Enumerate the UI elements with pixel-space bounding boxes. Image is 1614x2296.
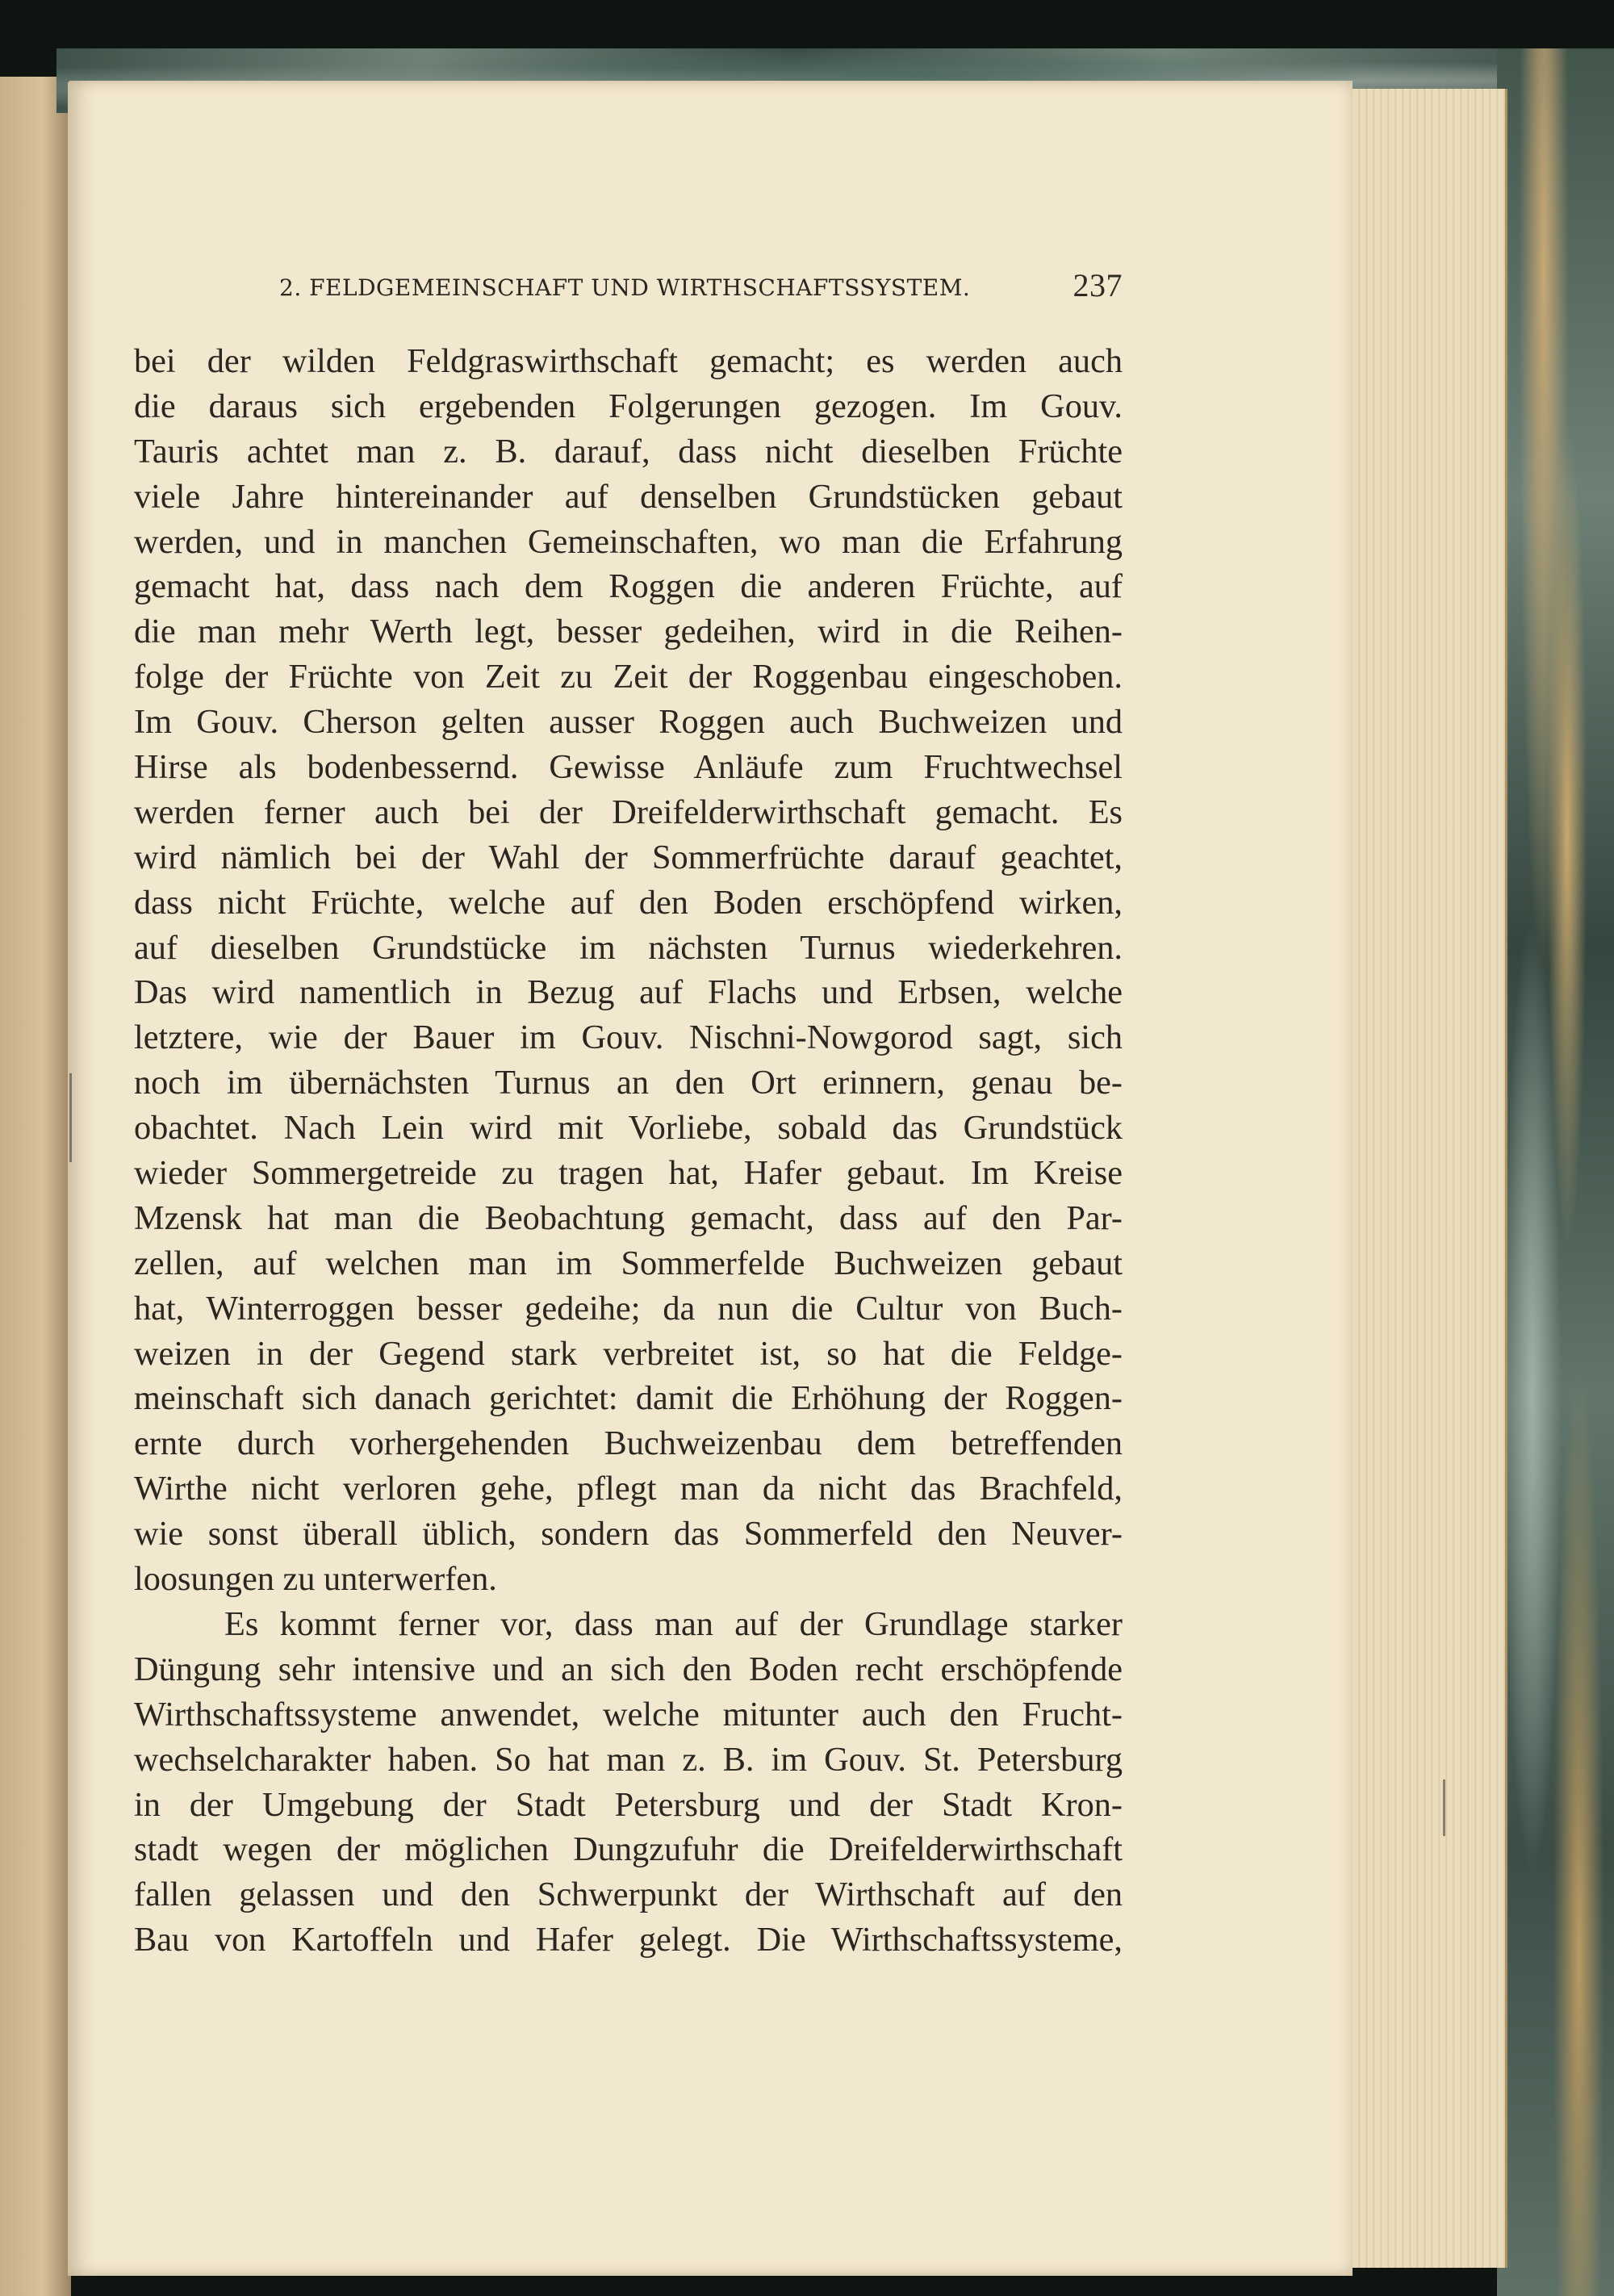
text-line: Mzensk hat man die Beobachtung gemacht, dass auf den Par- [134, 1198, 1123, 1237]
text-line: noch im übernächsten Turnus an den Ort erinnern, genau be- [134, 1064, 1123, 1102]
paragraph-1 [134, 339, 1123, 1602]
text-line: Das wird namentlich in Bezug auf Flachs und Erbsen, welche [134, 973, 1123, 1012]
text-line: gemacht hat, dass nach dem Roggen die anderen Früchte, auf [134, 567, 1123, 606]
text-line: Es kommt ferner vor, dass man auf der Grundlage starker [224, 1604, 1123, 1643]
margin-pencil-mark [69, 1073, 72, 1162]
text-line: Im Gouv. Cherson gelten ausser Roggen auch Buchweizen und [134, 703, 1123, 742]
text-line: folge der Früchte von Zeit zu Zeit der Roggenbau eingeschoben. [134, 658, 1123, 696]
marbled-cover-right [1497, 48, 1614, 2296]
text-line: wieder Sommergetreide zu tragen hat, Hafer gebaut. Im Kreise [134, 1154, 1123, 1193]
text-line: loosungen zu unterwerfen. [134, 1560, 497, 1599]
running-head-title: 2. FELDGEMEINSCHAFT UND WIRTHSCHAFTSSYSTEM. [279, 274, 971, 301]
margin-pencil-mark [1443, 1780, 1445, 1836]
text-line: Wirthe nicht verloren gehe, pflegt man da nicht das Brachfeld, [134, 1470, 1123, 1508]
text-line: werden, und in manchen Gemeinschaften, wo man die Erfahrung [134, 522, 1123, 561]
text-line: wird nämlich bei der Wahl der Sommerfrüchte darauf geachtet, [134, 838, 1123, 876]
text-line: Wirthschaftssysteme anwendet, welche mitunter auch den Frucht- [134, 1695, 1123, 1734]
text-line: Tauris achtet man z. B. darauf, dass nicht dieselben Früchte [134, 432, 1123, 470]
text-line: viele Jahre hintereinander auf denselben Grundstücken gebaut [134, 477, 1123, 516]
body-text [134, 339, 1123, 1963]
text-line: Düngung sehr intensive und an sich den Boden recht erschöpfende [134, 1650, 1123, 1688]
text-line: ernte durch vorhergehenden Buchweizenbau dem betreffenden [134, 1424, 1123, 1463]
page-number: 237 [1073, 267, 1123, 303]
text-line: in der Umgebung der Stadt Petersburg und der Stadt Kron- [134, 1785, 1123, 1824]
text-line: die man mehr Werth legt, besser gedeihen, wird in die Reihen- [134, 613, 1123, 651]
text-line: auf dieselben Grundstücke im nächsten Turnus wiederkehren. [134, 928, 1123, 967]
text-line: weizen in der Gegend stark verbreitet ist, so hat die Feldge- [134, 1334, 1123, 1373]
text-line: hat, Winterroggen besser gedeihe; da nun die Cultur von Buch- [134, 1289, 1123, 1328]
text-line: wechselcharakter haben. So hat man z. B. im Gouv. St. Petersburg [134, 1740, 1123, 1779]
text-line: wie sonst überall üblich, sondern das Sommerfeld den Neuver- [134, 1515, 1123, 1554]
text-line: letztere, wie der Bauer im Gouv. Nischni-Nowgorod sagt, sich [134, 1018, 1123, 1057]
text-line: zellen, auf welchen man im Sommerfelde Buchweizen gebaut [134, 1244, 1123, 1282]
text-line: Hirse als bodenbessernd. Gewisse Anläufe zum Fruchtwechsel [134, 748, 1123, 787]
text-line: meinschaft sich danach gerichtet: damit die Erhöhung der Roggen- [134, 1379, 1123, 1418]
text-line: stadt wegen der möglichen Dungzufuhr die Dreifelderwirthschaft [134, 1830, 1123, 1869]
paragraph-2 [134, 1602, 1123, 1963]
text-line: die daraus sich ergebenden Folgerungen gezogen. Im Gouv. [134, 387, 1123, 425]
text-line: obachtet. Nach Lein wird mit Vorliebe, sobald das Grundstück [134, 1109, 1123, 1148]
text-line: fallen gelassen und den Schwerpunkt der Wirthschaft auf den [134, 1876, 1123, 1914]
stacked-page-edges [1340, 89, 1507, 2268]
left-page-edge [0, 77, 71, 2296]
text-line: werden ferner auch bei der Dreifelderwirthschaft gemacht. Es [134, 793, 1123, 831]
text-line: dass nicht Früchte, welche auf den Boden erschöpfend wirken, [134, 883, 1123, 922]
text-line: Bau von Kartoffeln und Hafer gelegt. Die Wirthschaftssysteme, [134, 1921, 1123, 1959]
text-line: bei der wilden Feldgraswirthschaft gemacht; es werden auch [134, 342, 1123, 380]
